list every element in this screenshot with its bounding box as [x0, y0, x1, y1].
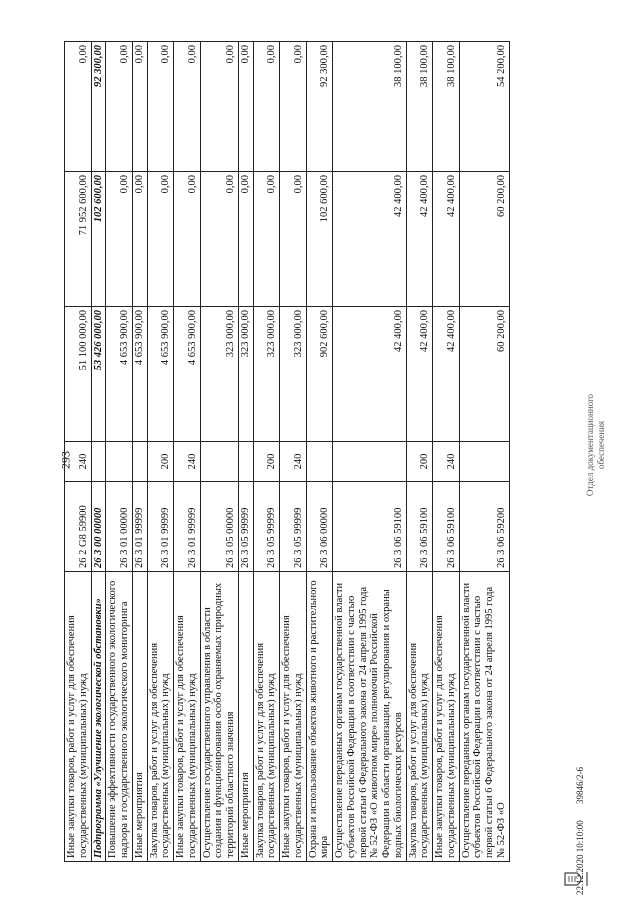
row-name-cell: Закупка товаров, работ и услуг для обеспечения государственных (муниципальных) нужд: [147, 572, 174, 862]
row-expense-type-cell: 200: [406, 442, 433, 482]
row-amount-3-cell: 0,00: [65, 42, 92, 172]
footer-date: 22.12.2020 10:10:00: [575, 820, 585, 895]
row-code-cell: 26 3 01 99999: [174, 482, 201, 572]
row-amount-2-cell: 0,00: [147, 172, 174, 307]
table-row: [459, 42, 509, 862]
row-expense-type-cell: [91, 442, 106, 482]
stamp-line-1: Отдел документационного: [585, 393, 595, 497]
row-amount-1-cell: 53 426 000,00: [91, 307, 106, 442]
row-name-cell: Охрана и использование объектов животного и растительного мира: [306, 572, 333, 862]
row-name-cell: Закупка товаров, работ и услуг для обеспечения государственных (муниципальных) нужд: [406, 572, 433, 862]
row-amount-3-cell: 0,00: [106, 42, 133, 172]
stamp-line-2: обеспечения: [595, 420, 606, 470]
budget-table-body: [65, 42, 510, 862]
row-amount-1-cell: 902 600,00: [306, 307, 333, 442]
row-code-cell: 26 3 01 99999: [147, 482, 174, 572]
row-expense-type-cell: [238, 442, 253, 482]
page-number: 293: [58, 451, 73, 469]
row-amount-2-cell: 60 200,00: [459, 172, 509, 307]
row-amount-2-cell: 0,00: [200, 172, 238, 307]
table-row: [406, 42, 433, 862]
row-name-cell: Иные закупки товаров, работ и услуг для обеспечения государственных (муниципальных) нужд: [65, 572, 92, 862]
row-expense-type-cell: 200: [147, 442, 174, 482]
row-expense-type-cell: [106, 442, 133, 482]
row-amount-2-cell: 0,00: [280, 172, 307, 307]
row-amount-2-cell: 0,00: [174, 172, 201, 307]
row-amount-2-cell: 42 400,00: [333, 172, 407, 307]
row-amount-1-cell: 4 653 900,00: [106, 307, 133, 442]
table-row: [280, 42, 307, 862]
row-amount-3-cell: 0,00: [132, 42, 147, 172]
row-amount-3-cell: 0,00: [174, 42, 201, 172]
row-amount-3-cell: 0,00: [280, 42, 307, 172]
row-amount-2-cell: 0,00: [106, 172, 133, 307]
table-row: [132, 42, 147, 862]
row-amount-3-cell: 0,00: [147, 42, 174, 172]
table-row: [200, 42, 238, 862]
row-name-cell: Подпрограмма «Улучшение экологической обстановки»: [91, 572, 106, 862]
row-expense-type-cell: 240: [65, 442, 92, 482]
row-amount-1-cell: 4 653 900,00: [132, 307, 147, 442]
row-code-cell: 26 3 06 59100: [406, 482, 433, 572]
row-code-cell: 26 3 05 99999: [280, 482, 307, 572]
footer-doc-id: 39846/2-6: [575, 766, 585, 804]
row-amount-2-cell: 42 400,00: [433, 172, 460, 307]
row-amount-3-cell: 38 100,00: [406, 42, 433, 172]
row-name-cell: Осуществление государственного управления в области создания и функционирования особо охраняемых природных территорий областного значения: [200, 572, 238, 862]
table-row: [106, 42, 133, 862]
row-amount-2-cell: 71 952 600,00: [65, 172, 92, 307]
row-expense-type-cell: [459, 442, 509, 482]
table-row: [147, 42, 174, 862]
row-code-cell: 26 3 06 00000: [306, 482, 333, 572]
row-name-cell: Осуществление переданных органам государственной власти субъектов Российской Федерации в соответствии с частью первой статьи 6 Федерального закона от 24 апреля 1995 года № 52-ФЗ «О животном мире» полномочий Российской Федерации в области организации, регулирования и охраны водных биологических ресурсов: [333, 572, 407, 862]
table-row: [253, 42, 280, 862]
row-amount-3-cell: 38 100,00: [333, 42, 407, 172]
row-name-cell: Закупка товаров, работ и услуг для обеспечения государственных (муниципальных) нужд: [253, 572, 280, 862]
row-code-cell: 26 3 05 99999: [253, 482, 280, 572]
row-amount-3-cell: 0,00: [200, 42, 238, 172]
row-name-cell: Иные закупки товаров, работ и услуг для обеспечения государственных (муниципальных) нужд: [280, 572, 307, 862]
row-amount-2-cell: 0,00: [132, 172, 147, 307]
row-code-cell: 26 3 06 59200: [459, 482, 509, 572]
row-amount-1-cell: 60 200,00: [459, 307, 509, 442]
row-expense-type-cell: [200, 442, 238, 482]
row-name-cell: Осуществление переданных органам государственной власти субъектов Российской Федерации в соответствии с частью первой статьи 6 Федерального закона от 24 апреля 1995 года № 52-ФЗ «О: [459, 572, 509, 862]
department-stamp: [585, 360, 607, 530]
row-amount-3-cell: 38 100,00: [433, 42, 460, 172]
table-row: [65, 42, 92, 862]
row-amount-3-cell: 0,00: [253, 42, 280, 172]
row-amount-2-cell: 102 600,00: [91, 172, 106, 307]
row-amount-1-cell: 323 000,00: [280, 307, 307, 442]
row-amount-1-cell: 42 400,00: [433, 307, 460, 442]
table-row: [333, 42, 407, 862]
table-row: [433, 42, 460, 862]
footer-info: [575, 753, 585, 895]
table-row: [91, 42, 106, 862]
row-code-cell: 26 3 00 00000: [91, 482, 106, 572]
row-name-cell: Иные закупки товаров, работ и услуг для обеспечения государственных (муниципальных) нужд: [433, 572, 460, 862]
row-amount-2-cell: 0,00: [238, 172, 253, 307]
row-amount-1-cell: 4 653 900,00: [174, 307, 201, 442]
rotated-page-content: [64, 42, 584, 862]
row-code-cell: 26 3 06 59100: [433, 482, 460, 572]
row-code-cell: 26 3 01 00000: [106, 482, 133, 572]
table-row: [174, 42, 201, 862]
row-name-cell: Иные закупки товаров, работ и услуг для обеспечения государственных (муниципальных) нужд: [174, 572, 201, 862]
row-amount-3-cell: 92 300,00: [91, 42, 106, 172]
row-amount-2-cell: 102 600,00: [306, 172, 333, 307]
row-amount-1-cell: 51 100 000,00: [65, 307, 92, 442]
row-amount-1-cell: 4 653 900,00: [147, 307, 174, 442]
row-expense-type-cell: 240: [280, 442, 307, 482]
row-amount-3-cell: 0,00: [238, 42, 253, 172]
row-amount-1-cell: 323 000,00: [238, 307, 253, 442]
row-code-cell: 26 3 06 59100: [333, 482, 407, 572]
row-name-cell: Повышение эффективности государственного экологического надзора и государственного экологического мониторинга: [106, 572, 133, 862]
row-expense-type-cell: [333, 442, 407, 482]
row-expense-type-cell: 200: [253, 442, 280, 482]
row-amount-1-cell: 42 400,00: [406, 307, 433, 442]
row-amount-1-cell: 323 000,00: [253, 307, 280, 442]
row-expense-type-cell: [306, 442, 333, 482]
table-row: [306, 42, 333, 862]
table-row: [238, 42, 253, 862]
row-code-cell: 26 3 05 99999: [238, 482, 253, 572]
row-amount-1-cell: 323 000,00: [200, 307, 238, 442]
row-amount-1-cell: 42 400,00: [333, 307, 407, 442]
row-code-cell: 26 3 01 99999: [132, 482, 147, 572]
row-code-cell: 26 3 05 00000: [200, 482, 238, 572]
row-name-cell: Иные мероприятия: [238, 572, 253, 862]
row-code-cell: 26 2 G8 59900: [65, 482, 92, 572]
row-amount-2-cell: 0,00: [253, 172, 280, 307]
row-expense-type-cell: [132, 442, 147, 482]
row-expense-type-cell: 240: [174, 442, 201, 482]
row-amount-3-cell: 54 200,00: [459, 42, 509, 172]
budget-table: [64, 41, 510, 862]
row-expense-type-cell: 240: [433, 442, 460, 482]
row-amount-2-cell: 42 400,00: [406, 172, 433, 307]
row-amount-3-cell: 92 300,00: [306, 42, 333, 172]
row-name-cell: Иные мероприятия: [132, 572, 147, 862]
